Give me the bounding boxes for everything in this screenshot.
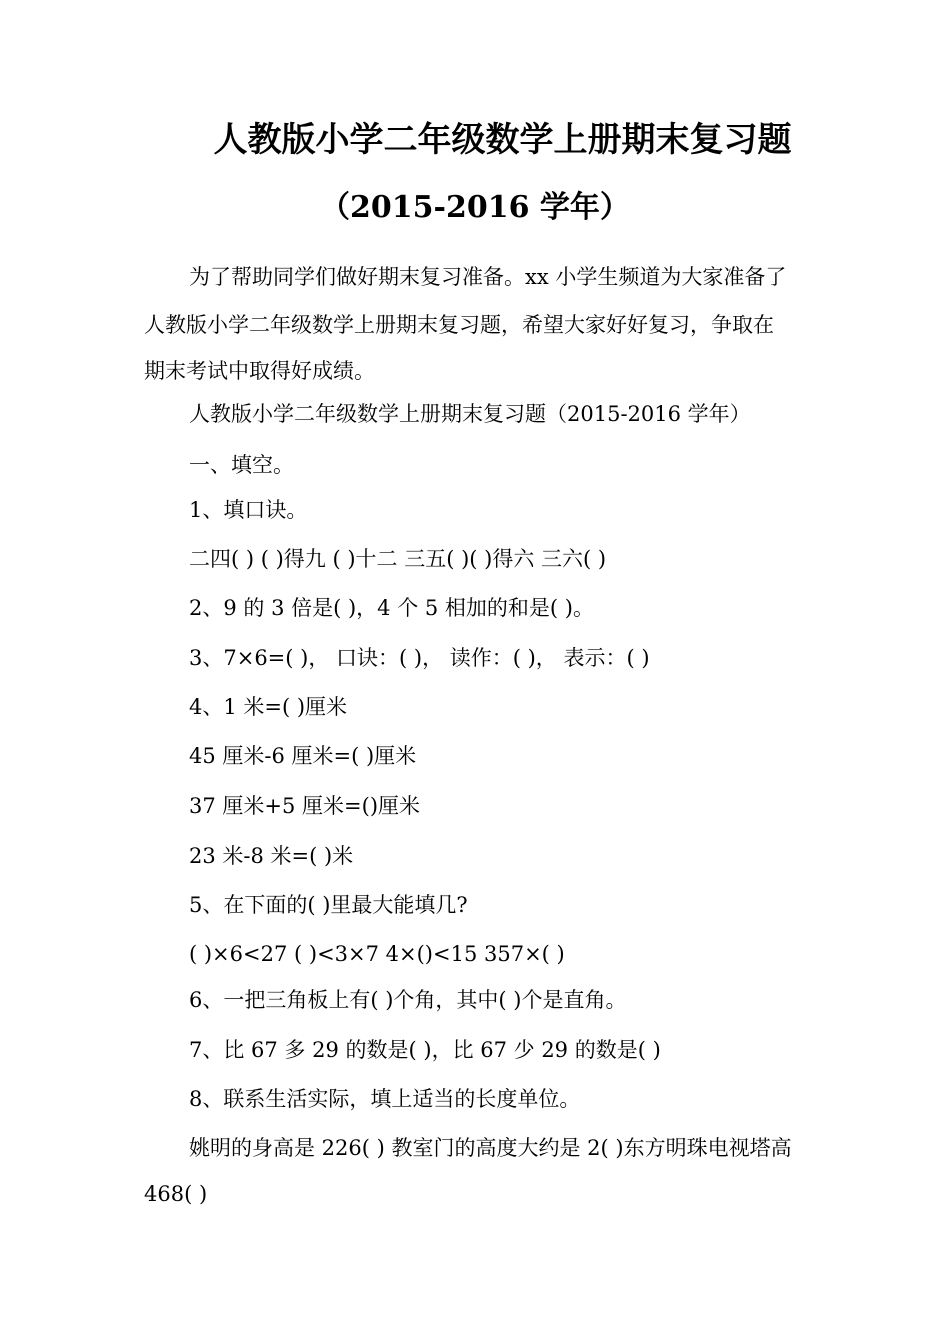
question-2: 2、9 的 3 倍是( )，4 个 5 相加的和是( )。 <box>189 596 594 620</box>
section-fill-blank: 一、填空。 <box>189 453 294 477</box>
question-1-items: 二四( ) ( )得九 ( )十二 三五( )( )得六 三六( ) <box>189 547 607 571</box>
question-4-b: 37 厘米+5 厘米=()厘米 <box>189 794 421 818</box>
question-3: 3、7×6=( )， 口诀：( )， 读作：( )， 表示：( ) <box>189 646 650 670</box>
intro-line-1: 为了帮助同学们做好期末复习准备。xx 小学生频道为大家准备了 <box>189 265 787 289</box>
intro-line-2: 人教版小学二年级数学上册期末复习题，希望大家好好复习，争取在 <box>144 313 774 337</box>
intro-line-3: 期末考试中取得好成绩。 <box>144 359 375 383</box>
question-5-items: ( )×6<27 ( )<3×7 4×()<15 357×( ) <box>189 942 565 966</box>
section-heading: 人教版小学二年级数学上册期末复习题（2015-2016 学年） <box>189 402 751 426</box>
question-4: 4、1 米=( )厘米 <box>189 695 348 719</box>
document-subtitle: （2015-2016 学年） <box>320 190 630 225</box>
question-8-line-2: 468( ) <box>144 1182 208 1206</box>
question-8-line-1: 姚明的身高是 226( ) 教室门的高度大约是 2( )东方明珠电视塔高 <box>189 1136 792 1160</box>
question-4-a: 45 厘米-6 厘米=( )厘米 <box>189 744 417 768</box>
question-5: 5、在下面的( )里最大能填几? <box>189 893 468 917</box>
question-1: 1、填口诀。 <box>189 498 308 522</box>
question-4-c: 23 米-8 米=( )米 <box>189 844 354 868</box>
question-6: 6、一把三角板上有( )个角，其中( )个是直角。 <box>189 988 627 1012</box>
question-8: 8、联系生活实际，填上适当的长度单位。 <box>189 1087 581 1111</box>
document-title: 人教版小学二年级数学上册期末复习题 <box>213 120 792 160</box>
question-7: 7、比 67 多 29 的数是( )，比 67 少 29 的数是( ) <box>189 1038 661 1062</box>
